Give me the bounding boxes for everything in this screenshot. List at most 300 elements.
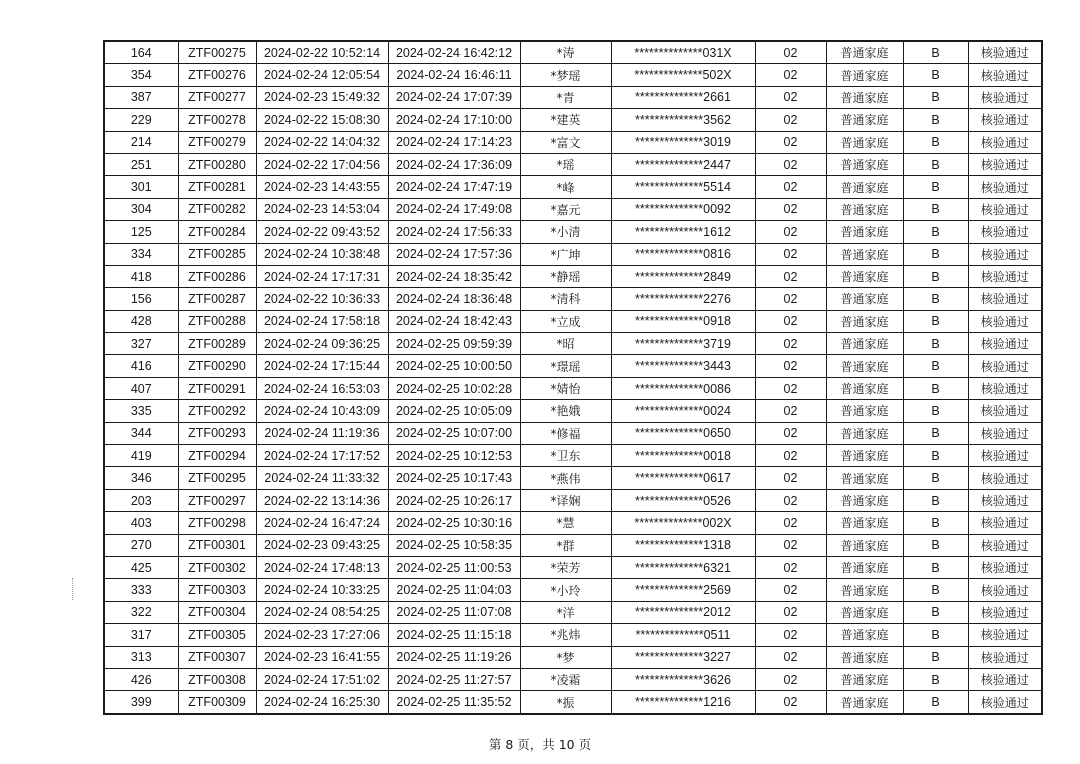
level-cell: B — [903, 579, 968, 601]
code-cell: ZTF00302 — [178, 556, 256, 578]
id-number-cell: **************1216 — [611, 691, 755, 714]
family-type-cell: 普通家庭 — [826, 221, 903, 243]
name-cell: *梦瑶 — [520, 64, 611, 86]
family-type-cell: 普通家庭 — [826, 86, 903, 108]
code-cell: ZTF00308 — [178, 668, 256, 690]
name-cell: *富文 — [520, 131, 611, 153]
level-cell: B — [903, 512, 968, 534]
family-type-cell: 普通家庭 — [826, 131, 903, 153]
name-cell: *艳娥 — [520, 400, 611, 422]
code-cell: ZTF00289 — [178, 333, 256, 355]
submit-time-cell: 2024-02-24 12:05:54 — [256, 64, 388, 86]
status-cell: 核验通过 — [968, 467, 1042, 489]
family-type-cell: 普通家庭 — [826, 556, 903, 578]
name-cell: *涛 — [520, 41, 611, 64]
table-row — [104, 153, 1042, 175]
code-cell: ZTF00288 — [178, 310, 256, 332]
code-cell: ZTF00287 — [178, 288, 256, 310]
code-cell: ZTF00309 — [178, 691, 256, 714]
name-cell: *青 — [520, 86, 611, 108]
verify-time-cell: 2024-02-24 16:42:12 — [388, 41, 520, 64]
name-cell: *静瑶 — [520, 265, 611, 287]
level-cell: B — [903, 445, 968, 467]
id-number-cell: **************502X — [611, 64, 755, 86]
id-number-cell: **************5514 — [611, 176, 755, 198]
id-number-cell: **************2447 — [611, 153, 755, 175]
type-code-cell: 02 — [755, 176, 826, 198]
level-cell: B — [903, 41, 968, 64]
seq-cell: 301 — [104, 176, 178, 198]
id-number-cell: **************1318 — [611, 534, 755, 556]
name-cell: *婧怡 — [520, 377, 611, 399]
verify-time-cell: 2024-02-25 10:00:50 — [388, 355, 520, 377]
submit-time-cell: 2024-02-24 16:25:30 — [256, 691, 388, 714]
level-cell: B — [903, 265, 968, 287]
code-cell: ZTF00295 — [178, 467, 256, 489]
level-cell: B — [903, 601, 968, 623]
seq-cell: 334 — [104, 243, 178, 265]
seq-cell: 251 — [104, 153, 178, 175]
family-type-cell: 普通家庭 — [826, 176, 903, 198]
name-cell: *峰 — [520, 176, 611, 198]
family-type-cell: 普通家庭 — [826, 422, 903, 444]
seq-cell: 214 — [104, 131, 178, 153]
name-cell: *卫东 — [520, 445, 611, 467]
level-cell: B — [903, 422, 968, 444]
status-cell: 核验通过 — [968, 243, 1042, 265]
submit-time-cell: 2024-02-23 14:43:55 — [256, 176, 388, 198]
status-cell: 核验通过 — [968, 176, 1042, 198]
table-row — [104, 109, 1042, 131]
type-code-cell: 02 — [755, 153, 826, 175]
code-cell: ZTF00279 — [178, 131, 256, 153]
submit-time-cell: 2024-02-22 15:08:30 — [256, 109, 388, 131]
seq-cell: 322 — [104, 601, 178, 623]
type-code-cell: 02 — [755, 646, 826, 668]
family-type-cell: 普通家庭 — [826, 153, 903, 175]
submit-time-cell: 2024-02-23 17:27:06 — [256, 624, 388, 646]
verify-time-cell: 2024-02-24 17:36:09 — [388, 153, 520, 175]
verify-time-cell: 2024-02-24 18:36:48 — [388, 288, 520, 310]
status-cell: 核验通过 — [968, 445, 1042, 467]
type-code-cell: 02 — [755, 512, 826, 534]
table-row — [104, 445, 1042, 467]
id-number-cell: **************3719 — [611, 333, 755, 355]
submit-time-cell: 2024-02-24 17:15:44 — [256, 355, 388, 377]
verify-time-cell: 2024-02-25 09:59:39 — [388, 333, 520, 355]
seq-cell: 313 — [104, 646, 178, 668]
name-cell: *广坤 — [520, 243, 611, 265]
table-row — [104, 221, 1042, 243]
table-row — [104, 556, 1042, 578]
code-cell: ZTF00298 — [178, 512, 256, 534]
seq-cell: 344 — [104, 422, 178, 444]
type-code-cell: 02 — [755, 668, 826, 690]
id-number-cell: **************0024 — [611, 400, 755, 422]
table-row — [104, 355, 1042, 377]
name-cell: *清科 — [520, 288, 611, 310]
seq-cell: 403 — [104, 512, 178, 534]
status-cell: 核验通过 — [968, 512, 1042, 534]
table-row — [104, 467, 1042, 489]
name-cell: *昭 — [520, 333, 611, 355]
id-number-cell: **************0018 — [611, 445, 755, 467]
submit-time-cell: 2024-02-24 17:17:31 — [256, 265, 388, 287]
status-cell: 核验通过 — [968, 377, 1042, 399]
seq-cell: 399 — [104, 691, 178, 714]
table-row — [104, 288, 1042, 310]
status-cell: 核验通过 — [968, 534, 1042, 556]
level-cell: B — [903, 221, 968, 243]
verify-time-cell: 2024-02-25 11:04:03 — [388, 579, 520, 601]
level-cell: B — [903, 534, 968, 556]
submit-time-cell: 2024-02-22 10:52:14 — [256, 41, 388, 64]
type-code-cell: 02 — [755, 377, 826, 399]
code-cell: ZTF00292 — [178, 400, 256, 422]
table-row — [104, 176, 1042, 198]
level-cell: B — [903, 310, 968, 332]
family-type-cell: 普通家庭 — [826, 288, 903, 310]
type-code-cell: 02 — [755, 198, 826, 220]
family-type-cell: 普通家庭 — [826, 243, 903, 265]
seq-cell: 333 — [104, 579, 178, 601]
table-row — [104, 86, 1042, 108]
level-cell: B — [903, 691, 968, 714]
code-cell: ZTF00286 — [178, 265, 256, 287]
verify-time-cell: 2024-02-25 11:15:18 — [388, 624, 520, 646]
id-number-cell: **************002X — [611, 512, 755, 534]
family-type-cell: 普通家庭 — [826, 109, 903, 131]
code-cell: ZTF00282 — [178, 198, 256, 220]
status-cell: 核验通过 — [968, 153, 1042, 175]
family-type-cell: 普通家庭 — [826, 668, 903, 690]
level-cell: B — [903, 377, 968, 399]
level-cell: B — [903, 131, 968, 153]
name-cell: *振 — [520, 691, 611, 714]
seq-cell: 407 — [104, 377, 178, 399]
table-row — [104, 601, 1042, 623]
seq-cell: 203 — [104, 489, 178, 511]
level-cell: B — [903, 489, 968, 511]
level-cell: B — [903, 467, 968, 489]
seq-cell: 354 — [104, 64, 178, 86]
submit-time-cell: 2024-02-23 09:43:25 — [256, 534, 388, 556]
status-cell: 核验通过 — [968, 624, 1042, 646]
seq-cell: 425 — [104, 556, 178, 578]
level-cell: B — [903, 198, 968, 220]
type-code-cell: 02 — [755, 41, 826, 64]
table-row — [104, 512, 1042, 534]
table-row — [104, 534, 1042, 556]
verify-time-cell: 2024-02-24 17:10:00 — [388, 109, 520, 131]
status-cell: 核验通过 — [968, 198, 1042, 220]
verify-time-cell: 2024-02-25 11:35:52 — [388, 691, 520, 714]
code-cell: ZTF00301 — [178, 534, 256, 556]
table-row — [104, 400, 1042, 422]
name-cell: *梦 — [520, 646, 611, 668]
code-cell: ZTF00291 — [178, 377, 256, 399]
name-cell: *群 — [520, 534, 611, 556]
status-cell: 核验通过 — [968, 64, 1042, 86]
verify-time-cell: 2024-02-24 18:42:43 — [388, 310, 520, 332]
id-number-cell: **************2661 — [611, 86, 755, 108]
seq-cell: 327 — [104, 333, 178, 355]
level-cell: B — [903, 243, 968, 265]
type-code-cell: 02 — [755, 400, 826, 422]
id-number-cell: **************3443 — [611, 355, 755, 377]
submit-time-cell: 2024-02-24 17:48:13 — [256, 556, 388, 578]
level-cell: B — [903, 355, 968, 377]
type-code-cell: 02 — [755, 310, 826, 332]
verify-time-cell: 2024-02-24 18:35:42 — [388, 265, 520, 287]
submit-time-cell: 2024-02-24 17:58:18 — [256, 310, 388, 332]
table-row — [104, 41, 1042, 64]
id-number-cell: **************031X — [611, 41, 755, 64]
records-table — [103, 40, 1043, 715]
verify-time-cell: 2024-02-25 10:30:16 — [388, 512, 520, 534]
level-cell: B — [903, 288, 968, 310]
verify-time-cell: 2024-02-25 10:58:35 — [388, 534, 520, 556]
id-number-cell: **************2569 — [611, 579, 755, 601]
type-code-cell: 02 — [755, 243, 826, 265]
seq-cell: 426 — [104, 668, 178, 690]
name-cell: *嘉元 — [520, 198, 611, 220]
status-cell: 核验通过 — [968, 601, 1042, 623]
type-code-cell: 02 — [755, 601, 826, 623]
seq-cell: 418 — [104, 265, 178, 287]
table-row — [104, 422, 1042, 444]
verify-time-cell: 2024-02-25 11:27:57 — [388, 668, 520, 690]
submit-time-cell: 2024-02-24 16:47:24 — [256, 512, 388, 534]
page-number: 第 8 页，共 10 页 — [488, 737, 592, 752]
code-cell: ZTF00297 — [178, 489, 256, 511]
seq-cell: 428 — [104, 310, 178, 332]
level-cell: B — [903, 86, 968, 108]
id-number-cell: **************0086 — [611, 377, 755, 399]
seq-cell: 164 — [104, 41, 178, 64]
submit-time-cell: 2024-02-24 16:53:03 — [256, 377, 388, 399]
type-code-cell: 02 — [755, 86, 826, 108]
seq-cell: 125 — [104, 221, 178, 243]
seq-cell: 387 — [104, 86, 178, 108]
seq-cell: 304 — [104, 198, 178, 220]
verify-time-cell: 2024-02-24 16:46:11 — [388, 64, 520, 86]
id-number-cell: **************2276 — [611, 288, 755, 310]
submit-time-cell: 2024-02-24 11:19:36 — [256, 422, 388, 444]
family-type-cell: 普通家庭 — [826, 310, 903, 332]
table-row — [104, 333, 1042, 355]
type-code-cell: 02 — [755, 221, 826, 243]
type-code-cell: 02 — [755, 131, 826, 153]
code-cell: ZTF00294 — [178, 445, 256, 467]
type-code-cell: 02 — [755, 333, 826, 355]
family-type-cell: 普通家庭 — [826, 64, 903, 86]
status-cell: 核验通过 — [968, 265, 1042, 287]
code-cell: ZTF00275 — [178, 41, 256, 64]
scan-artifact — [72, 578, 75, 600]
table-row — [104, 377, 1042, 399]
type-code-cell: 02 — [755, 556, 826, 578]
submit-time-cell: 2024-02-23 15:49:32 — [256, 86, 388, 108]
id-number-cell: **************3227 — [611, 646, 755, 668]
submit-time-cell: 2024-02-23 16:41:55 — [256, 646, 388, 668]
name-cell: *兆炜 — [520, 624, 611, 646]
seq-cell: 156 — [104, 288, 178, 310]
status-cell: 核验通过 — [968, 310, 1042, 332]
submit-time-cell: 2024-02-22 10:36:33 — [256, 288, 388, 310]
family-type-cell: 普通家庭 — [826, 489, 903, 511]
code-cell: ZTF00293 — [178, 422, 256, 444]
family-type-cell: 普通家庭 — [826, 579, 903, 601]
table-row — [104, 131, 1042, 153]
family-type-cell: 普通家庭 — [826, 534, 903, 556]
submit-time-cell: 2024-02-24 08:54:25 — [256, 601, 388, 623]
family-type-cell: 普通家庭 — [826, 512, 903, 534]
code-cell: ZTF00281 — [178, 176, 256, 198]
table-row — [104, 310, 1042, 332]
submit-time-cell: 2024-02-22 14:04:32 — [256, 131, 388, 153]
level-cell: B — [903, 109, 968, 131]
id-number-cell: **************2849 — [611, 265, 755, 287]
family-type-cell: 普通家庭 — [826, 467, 903, 489]
code-cell: ZTF00303 — [178, 579, 256, 601]
seq-cell: 416 — [104, 355, 178, 377]
id-number-cell: **************3562 — [611, 109, 755, 131]
submit-time-cell: 2024-02-24 10:33:25 — [256, 579, 388, 601]
name-cell: *小清 — [520, 221, 611, 243]
verify-time-cell: 2024-02-25 10:05:09 — [388, 400, 520, 422]
submit-time-cell: 2024-02-24 17:17:52 — [256, 445, 388, 467]
status-cell: 核验通过 — [968, 288, 1042, 310]
code-cell: ZTF00278 — [178, 109, 256, 131]
code-cell: ZTF00276 — [178, 64, 256, 86]
verify-time-cell: 2024-02-24 17:14:23 — [388, 131, 520, 153]
code-cell: ZTF00305 — [178, 624, 256, 646]
name-cell: *小玲 — [520, 579, 611, 601]
id-number-cell: **************0918 — [611, 310, 755, 332]
level-cell: B — [903, 64, 968, 86]
status-cell: 核验通过 — [968, 333, 1042, 355]
family-type-cell: 普通家庭 — [826, 198, 903, 220]
name-cell: *立成 — [520, 310, 611, 332]
family-type-cell: 普通家庭 — [826, 41, 903, 64]
status-cell: 核验通过 — [968, 41, 1042, 64]
type-code-cell: 02 — [755, 64, 826, 86]
type-code-cell: 02 — [755, 109, 826, 131]
verify-time-cell: 2024-02-25 10:02:28 — [388, 377, 520, 399]
name-cell: *凌霜 — [520, 668, 611, 690]
type-code-cell: 02 — [755, 355, 826, 377]
type-code-cell: 02 — [755, 445, 826, 467]
name-cell: *瑶 — [520, 153, 611, 175]
submit-time-cell: 2024-02-24 10:38:48 — [256, 243, 388, 265]
level-cell: B — [903, 333, 968, 355]
submit-time-cell: 2024-02-24 17:51:02 — [256, 668, 388, 690]
name-cell: *修福 — [520, 422, 611, 444]
family-type-cell: 普通家庭 — [826, 445, 903, 467]
status-cell: 核验通过 — [968, 221, 1042, 243]
status-cell: 核验通过 — [968, 422, 1042, 444]
type-code-cell: 02 — [755, 624, 826, 646]
seq-cell: 270 — [104, 534, 178, 556]
code-cell: ZTF00285 — [178, 243, 256, 265]
level-cell: B — [903, 668, 968, 690]
status-cell: 核验通过 — [968, 400, 1042, 422]
name-cell: *建英 — [520, 109, 611, 131]
status-cell: 核验通过 — [968, 355, 1042, 377]
table-row — [104, 243, 1042, 265]
family-type-cell: 普通家庭 — [826, 355, 903, 377]
type-code-cell: 02 — [755, 288, 826, 310]
name-cell: *璟瑶 — [520, 355, 611, 377]
submit-time-cell: 2024-02-24 11:33:32 — [256, 467, 388, 489]
verify-time-cell: 2024-02-25 10:12:53 — [388, 445, 520, 467]
family-type-cell: 普通家庭 — [826, 377, 903, 399]
code-cell: ZTF00284 — [178, 221, 256, 243]
seq-cell: 317 — [104, 624, 178, 646]
verify-time-cell: 2024-02-25 10:17:43 — [388, 467, 520, 489]
family-type-cell: 普通家庭 — [826, 333, 903, 355]
id-number-cell: **************0526 — [611, 489, 755, 511]
status-cell: 核验通过 — [968, 131, 1042, 153]
id-number-cell: **************0092 — [611, 198, 755, 220]
table-row — [104, 691, 1042, 714]
type-code-cell: 02 — [755, 467, 826, 489]
type-code-cell: 02 — [755, 265, 826, 287]
code-cell: ZTF00280 — [178, 153, 256, 175]
family-type-cell: 普通家庭 — [826, 624, 903, 646]
submit-time-cell: 2024-02-22 13:14:36 — [256, 489, 388, 511]
name-cell: *荣芳 — [520, 556, 611, 578]
id-number-cell: **************0617 — [611, 467, 755, 489]
table-row — [104, 668, 1042, 690]
id-number-cell: **************6321 — [611, 556, 755, 578]
family-type-cell: 普通家庭 — [826, 646, 903, 668]
status-cell: 核验通过 — [968, 646, 1042, 668]
level-cell: B — [903, 153, 968, 175]
verify-time-cell: 2024-02-24 17:07:39 — [388, 86, 520, 108]
id-number-cell: **************2012 — [611, 601, 755, 623]
type-code-cell: 02 — [755, 422, 826, 444]
name-cell: *慧 — [520, 512, 611, 534]
submit-time-cell: 2024-02-24 09:36:25 — [256, 333, 388, 355]
verify-time-cell: 2024-02-25 11:19:26 — [388, 646, 520, 668]
family-type-cell: 普通家庭 — [826, 400, 903, 422]
table-row — [104, 624, 1042, 646]
family-type-cell: 普通家庭 — [826, 691, 903, 714]
code-cell: ZTF00277 — [178, 86, 256, 108]
type-code-cell: 02 — [755, 579, 826, 601]
verify-time-cell: 2024-02-24 17:47:19 — [388, 176, 520, 198]
status-cell: 核验通过 — [968, 489, 1042, 511]
seq-cell: 335 — [104, 400, 178, 422]
status-cell: 核验通过 — [968, 691, 1042, 714]
id-number-cell: **************0816 — [611, 243, 755, 265]
submit-time-cell: 2024-02-24 10:43:09 — [256, 400, 388, 422]
id-number-cell: **************3626 — [611, 668, 755, 690]
table-row — [104, 489, 1042, 511]
status-cell: 核验通过 — [968, 668, 1042, 690]
seq-cell: 419 — [104, 445, 178, 467]
status-cell: 核验通过 — [968, 579, 1042, 601]
code-cell: ZTF00307 — [178, 646, 256, 668]
submit-time-cell: 2024-02-23 14:53:04 — [256, 198, 388, 220]
status-cell: 核验通过 — [968, 86, 1042, 108]
table-row — [104, 579, 1042, 601]
level-cell: B — [903, 646, 968, 668]
name-cell: *洋 — [520, 601, 611, 623]
submit-time-cell: 2024-02-22 17:04:56 — [256, 153, 388, 175]
